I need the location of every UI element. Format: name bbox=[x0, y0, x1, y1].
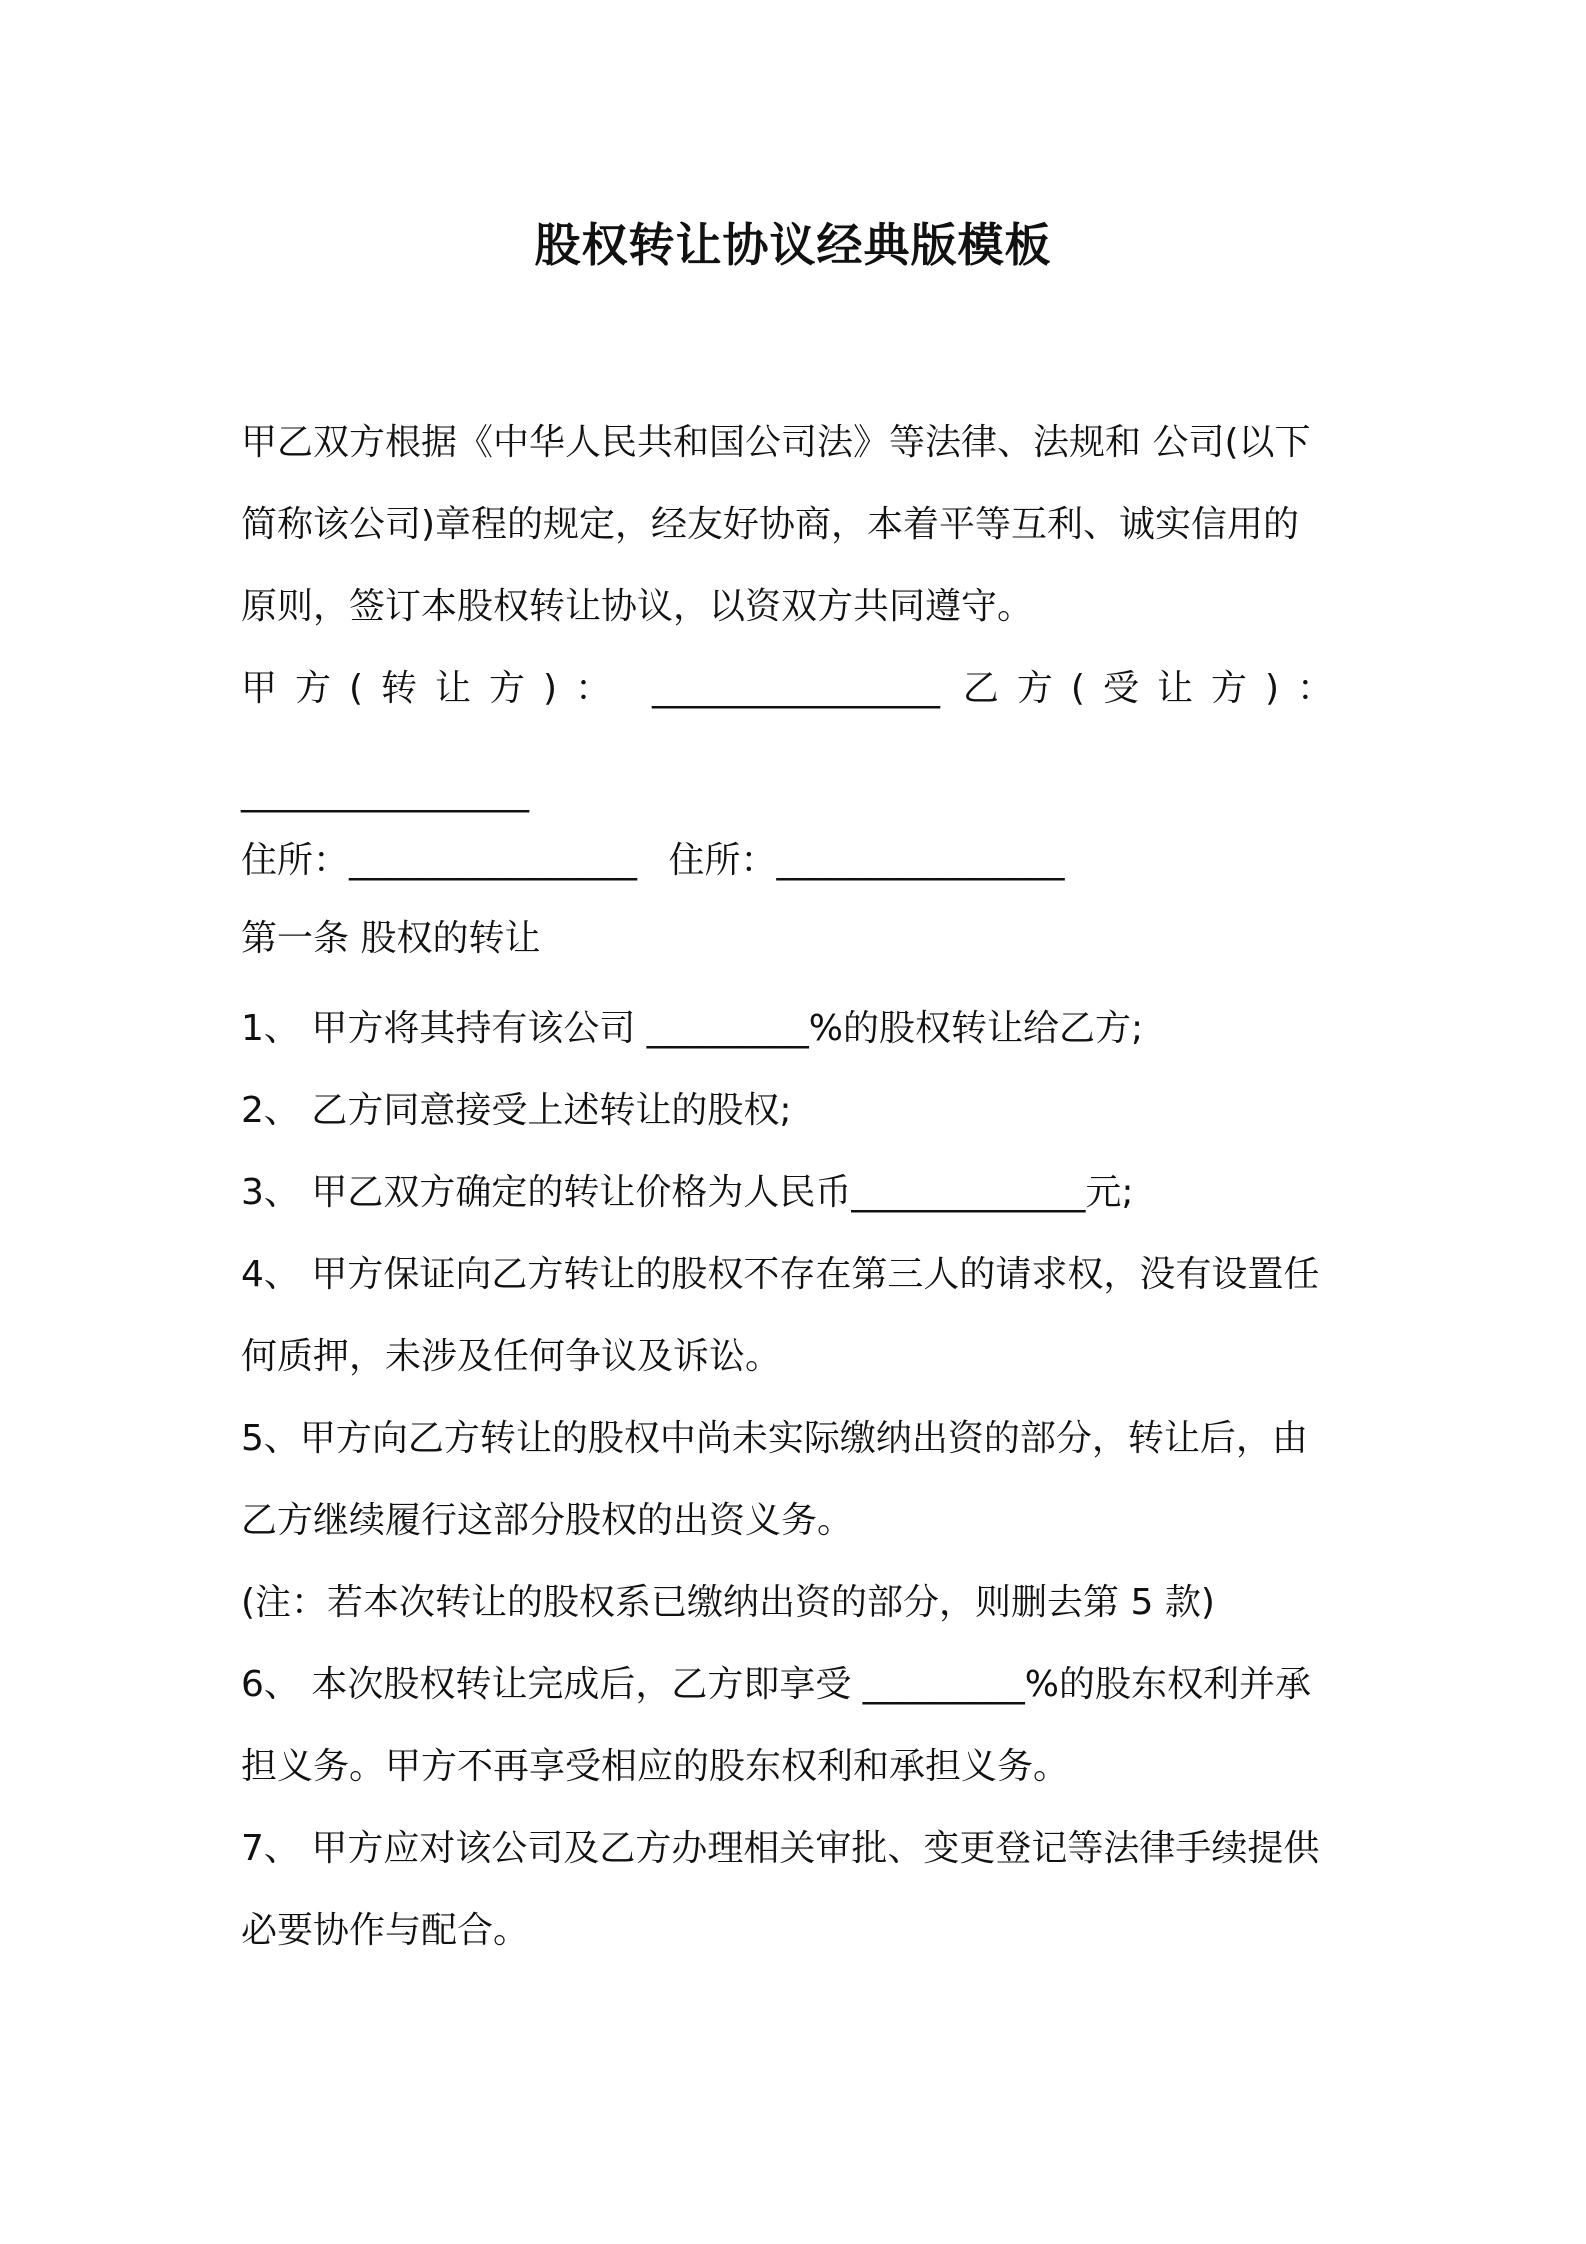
party-b-label: 乙方(受让方)： bbox=[962, 668, 1351, 709]
article1-item-2: 2、 乙方同意接受上述转让的股权; bbox=[241, 1090, 792, 1131]
article1-item-6-line-1: 6、 本次股权转让完成后，乙方即享受 _________%的股东权利并承 bbox=[241, 1664, 1311, 1705]
article1-item-1: 1、 甲方将其持有该公司 _________%的股权转让给乙方; bbox=[241, 1008, 1144, 1049]
article1-note: (注：若本次转让的股权系已缴纳出资的部分，则删去第 5 款) bbox=[241, 1582, 1215, 1623]
article1-item-5-line-2: 乙方继续履行这部分股权的出资义务。 bbox=[241, 1500, 854, 1541]
address-a-label: 住所： bbox=[241, 840, 350, 881]
article1-item-7-line-1: 7、 甲方应对该公司及乙方办理相关审批、变更登记等法律手续提供 bbox=[241, 1828, 1320, 1869]
article1-item-4-line-2: 何质押，未涉及任何争议及诉讼。 bbox=[241, 1336, 782, 1377]
parties-row bbox=[241, 664, 1351, 714]
address-b-label: 住所： bbox=[668, 840, 777, 881]
address-b-blank: ________________ bbox=[776, 840, 1065, 881]
article1-item-4-line-1: 4、 甲方保证向乙方转让的股权不存在第三人的请求权，没有设置任 bbox=[241, 1254, 1320, 1295]
party-b-blank: ________________ bbox=[241, 772, 529, 813]
article1-item-5-line-1: 5、甲方向乙方转让的股权中尚未实际缴纳出资的部分，转让后，由 bbox=[241, 1418, 1308, 1459]
article1-item-7-line-2: 必要协作与配合。 bbox=[241, 1910, 530, 1951]
article1-item-3: 3、 甲乙双方确定的转让价格为人民币_____________元; bbox=[241, 1172, 1134, 1213]
article1-heading: 第一条 股权的转让 bbox=[241, 918, 541, 959]
document-title: 股权转让协议经典版模板 bbox=[534, 218, 1052, 272]
address-row bbox=[241, 836, 1351, 886]
preamble-line-1: 甲乙双方根据《中华人民共和国公司法》等法律、法规和 公司(以下 bbox=[241, 422, 1311, 463]
article1-item-6-line-2: 担义务。甲方不再享受相应的股东权利和承担义务。 bbox=[241, 1746, 1070, 1787]
party-a-blank: ________________ bbox=[652, 668, 940, 709]
party-a-label: 甲方(转让方)： bbox=[241, 668, 630, 709]
address-a-blank: ________________ bbox=[349, 840, 638, 881]
preamble-line-3: 原则，签订本股权转让协议，以资双方共同遵守。 bbox=[241, 586, 1034, 627]
preamble-line-2: 简称该公司)章程的规定，经友好协商，本着平等互利、诚实信用的 bbox=[241, 504, 1300, 545]
